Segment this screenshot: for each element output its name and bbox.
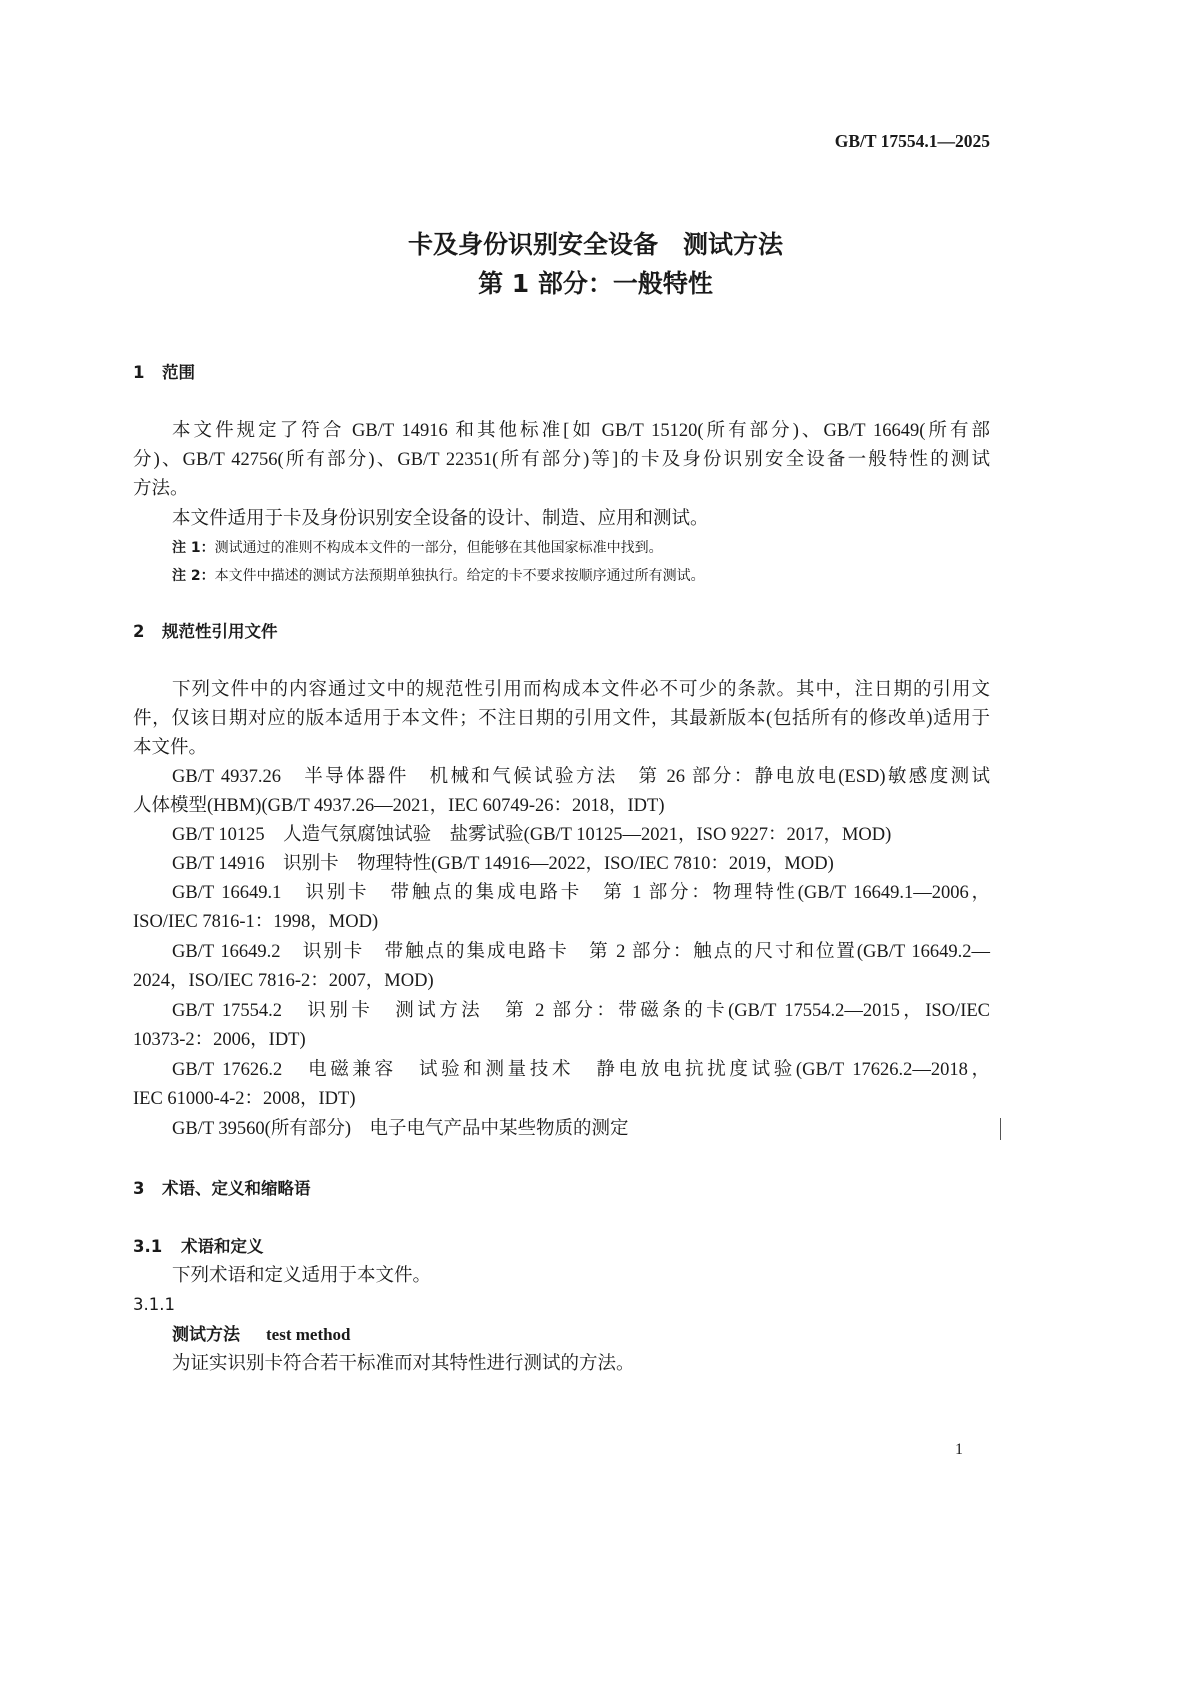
reference-line: GB/T 39560(所有部分) 电子电气产品中某些物质的测定	[172, 1119, 629, 1139]
paragraph-line: 本文件。	[133, 738, 208, 758]
paragraph-line: 下列文件中的内容通过文中的规范性引用而构成本文件必不可少的条款。其中，注日期的引用文	[172, 680, 990, 700]
section-1-heading: 范围	[162, 363, 195, 382]
term-english: test method	[266, 1325, 351, 1344]
paragraph-line: 方法。	[133, 479, 189, 499]
paragraph-line: 本文件规定了符合 GB/T 14916 和其他标准[如 GB/T 15120(所有部分)、GB/T 16649(所有部	[172, 421, 990, 441]
note-text: 本文件中描述的测试方法预期单独执行。给定的卡不要求按顺序通过所有测试。	[214, 569, 705, 584]
definition: 为证实识别卡符合若干标准而对其特性进行测试的方法。	[172, 1354, 635, 1374]
reference-line: ISO/IEC 7816-1：1998，MOD)	[133, 912, 379, 932]
section-3-1-1-number: 3.1.1	[133, 1295, 175, 1314]
section-2-heading: 规范性引用文件	[162, 622, 278, 641]
section-2-number: 2	[133, 622, 145, 641]
document-title: 卡及身份识别安全设备 测试方法	[407, 230, 783, 259]
reference-line: 人体模型(HBM)(GB/T 4937.26—2021，IEC 60749-26：2018，IDT)	[133, 796, 665, 816]
paragraph-line: 本文件适用于卡及身份识别安全设备的设计、制造、应用和测试。	[172, 509, 709, 529]
reference-line: IEC 61000-4-2：2008，IDT)	[133, 1089, 356, 1109]
section-3-1-heading: 术语和定义	[181, 1237, 264, 1256]
reference-line: GB/T 17626.2 电磁兼容 试验和测量技术 静电放电抗扰度试验(GB/T 17626.2—2018，	[172, 1060, 990, 1080]
paragraph-line: 分)、GB/T 42756(所有部分)、GB/T 22351(所有部分)等]的卡及身份识别安全设备一般特性的测试	[133, 450, 990, 470]
paragraph-line: 下列术语和定义适用于本文件。	[172, 1266, 432, 1286]
document-subtitle: 第 1 部分：一般特性	[478, 269, 713, 298]
reference-line: GB/T 16649.2 识别卡 带触点的集成电路卡 第 2 部分：触点的尺寸和位置(GB/T 16649.2—	[172, 942, 990, 962]
note-label: 注 2：	[172, 568, 215, 584]
section-3-1-number: 3.1	[133, 1237, 163, 1256]
note-label: 注 1：	[172, 540, 215, 556]
note-text: 测试通过的准则不构成本文件的一部分，但能够在其他国家标准中找到。	[214, 541, 663, 556]
standard-number: GB/T 17554.1—2025	[834, 131, 990, 151]
term-chinese: 测试方法	[172, 1325, 240, 1345]
page-number: 1	[955, 1441, 963, 1458]
section-3-heading: 术语、定义和缩略语	[162, 1179, 311, 1198]
reference-line: GB/T 16649.1 识别卡 带触点的集成电路卡 第 1 部分：物理特性(GB/T 16649.1—2006，	[172, 883, 990, 903]
reference-line: GB/T 4937.26 半导体器件 机械和气候试验方法 第 26 部分：静电放电(ESD)敏感度测试	[172, 767, 990, 787]
term-entry	[172, 1324, 351, 1346]
reference-line: 10373-2：2006，IDT)	[133, 1030, 306, 1050]
reference-line: GB/T 14916 识别卡 物理特性(GB/T 14916—2022，ISO/IEC 7810：2019，MOD)	[172, 854, 834, 874]
note-2	[172, 566, 705, 587]
section-3-number: 3	[133, 1179, 145, 1198]
change-bar	[1000, 1118, 1001, 1140]
reference-line: GB/T 17554.2 识别卡 测试方法 第 2 部分：带磁条的卡(GB/T 17554.2—2015，ISO/IEC	[172, 1001, 990, 1021]
section-1-number: 1	[133, 363, 145, 382]
note-1	[172, 538, 663, 559]
reference-line: 2024，ISO/IEC 7816-2：2007，MOD)	[133, 971, 434, 991]
paragraph-line: 件，仅该日期对应的版本适用于本文件；不注日期的引用文件，其最新版本(包括所有的修改单)适用于	[133, 709, 990, 729]
reference-line: GB/T 10125 人造气氛腐蚀试验 盐雾试验(GB/T 10125—2021，ISO 9227：2017，MOD)	[172, 825, 892, 845]
